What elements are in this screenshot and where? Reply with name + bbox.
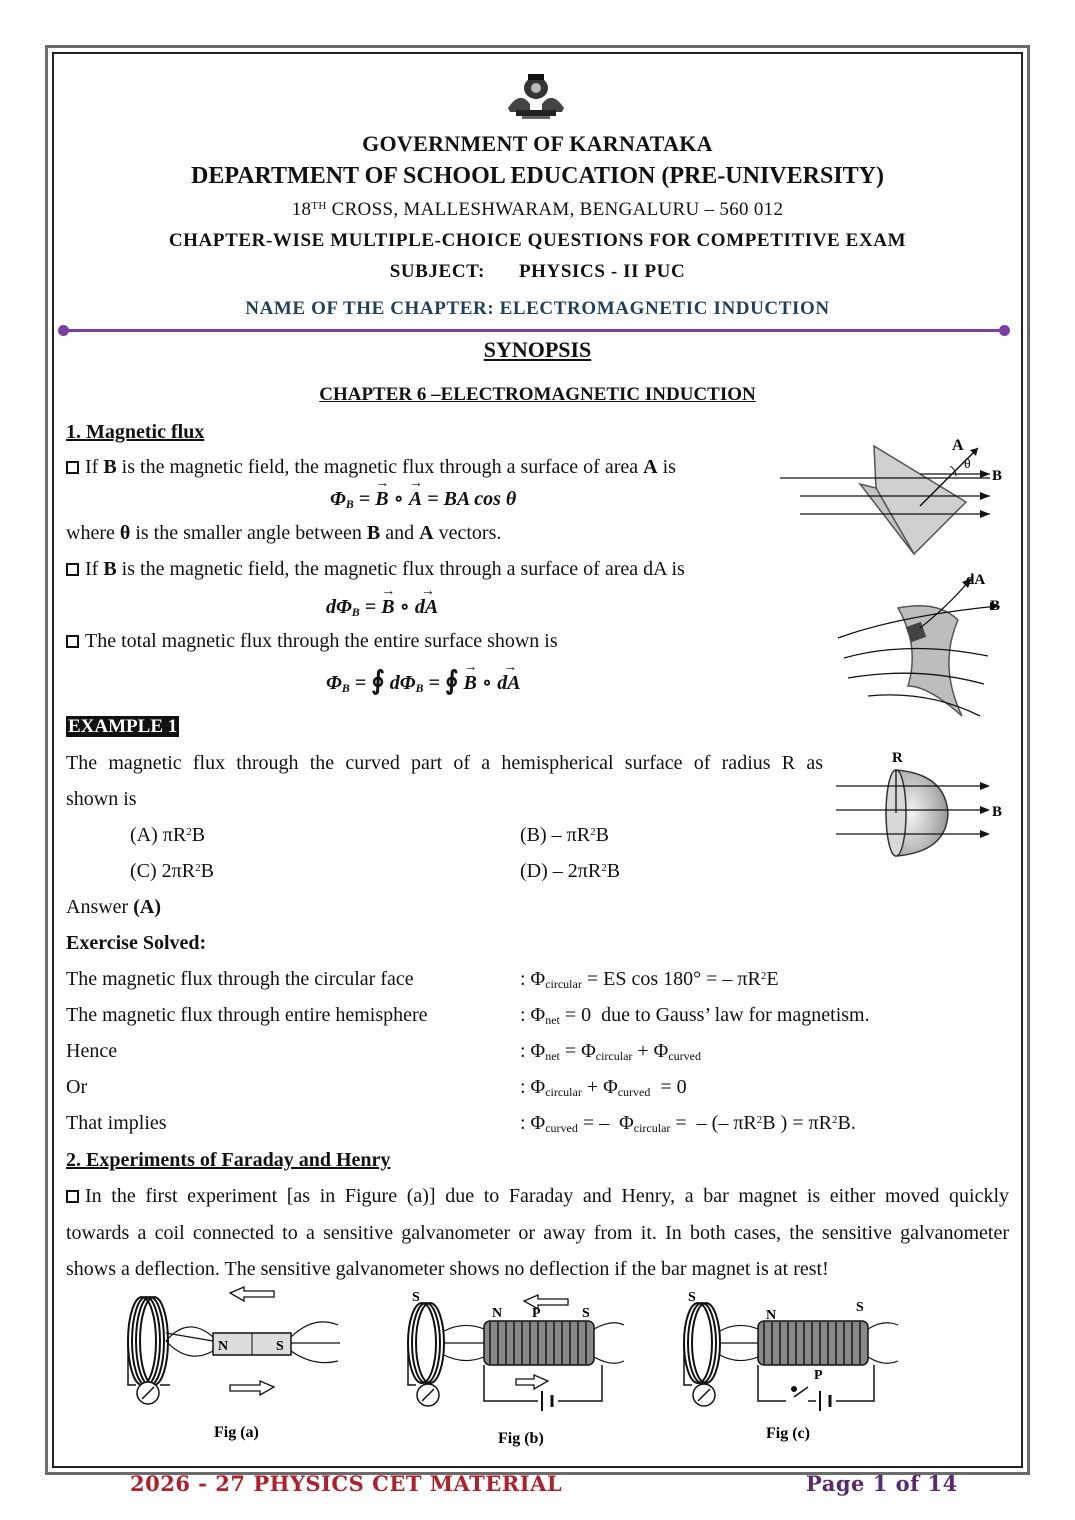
arrow-towards-icon (516, 1375, 548, 1389)
label-n: N (492, 1306, 503, 1321)
label-r: R (892, 750, 903, 766)
exercise-row-value: : $\Phi_{curved}$ = – $\Phi_{circular}$ = – (– $\pi R^2B$ ) = $\pi R^2B$. (520, 1112, 856, 1135)
karnataka-emblem-icon (500, 68, 572, 120)
section-faraday-heading: 2. Experiments of Faraday and Henry (66, 1149, 391, 1171)
label-a: A (952, 437, 964, 454)
flux-plane-diagram (780, 436, 1010, 561)
option-c: (C) $2\pi R^2B$ (130, 860, 214, 882)
fig-b-label: Fig (b) (498, 1430, 544, 1447)
header-government: GOVERNMENT OF KARNATAKA (362, 131, 713, 156)
header-address: 18TH CROSS, MALLESHWARAM, BENGALURU – 560 012 (291, 199, 784, 220)
equation-differential-flux: $d\Phi_B = B$ → ∘ dA → (326, 584, 439, 619)
exercise-row-value: : $\Phi_{circular}$ = ES cos 180° = – $\pi R^2E$ (520, 968, 779, 991)
curved-surface-diagram (838, 566, 1018, 726)
label-b: B (992, 804, 1003, 820)
label-b: B (992, 468, 1003, 484)
exercise-row-label: Or (66, 1076, 88, 1098)
synopsis-title: SYNOPSIS (483, 337, 592, 362)
exercise-row-label: The magnetic flux through the circular face (66, 968, 414, 990)
field-arrowhead-2 (980, 806, 990, 814)
figure-c (676, 1285, 906, 1450)
angle-note-text: where θ is the smaller angle between B and A vectors. (66, 522, 502, 544)
label-p: P (814, 1368, 823, 1383)
example-1-tag: EXAMPLE 1 (68, 716, 178, 737)
checkbox-bullet-icon (66, 563, 79, 576)
exercise-row-label: Hence (66, 1040, 118, 1062)
label-n: N (766, 1308, 777, 1323)
field-arrowhead-1 (980, 470, 990, 478)
divider-dot-right (999, 325, 1010, 336)
label-n: N (218, 1339, 229, 1354)
checkbox-bullet-icon (66, 461, 79, 474)
section-magnetic-flux-heading: 1. Magnetic flux (66, 421, 205, 443)
flux-definition-text: If B is the magnetic field, the magnetic flux through a surface of area A is (66, 456, 676, 479)
exercise-heading: Exercise Solved: (66, 932, 207, 954)
faraday-paragraph-line-1: In the first experiment [as in Figure (a)] due to Faraday and Henry, a bar magnet is either moved quickly (66, 1185, 1009, 1208)
label-s: S (582, 1306, 590, 1321)
field-arrowhead-3 (980, 830, 990, 838)
arrow-away-icon (524, 1295, 568, 1309)
footer-page-number: Page 1 of 14 (806, 1471, 958, 1496)
option-b: $(B) - \pi R^2B$ (520, 824, 609, 846)
label-p: P (532, 1306, 541, 1321)
field-arrowhead-2 (980, 492, 990, 500)
label-s: S (856, 1300, 864, 1315)
label-s: S (276, 1339, 284, 1354)
curved-surface (898, 606, 962, 716)
footer-title: 2026 - 27 PHYSICS CET MATERIAL (130, 1471, 563, 1496)
fig-c-label: Fig (c) (766, 1425, 810, 1442)
option-a: (A) $\pi R^2B$ (130, 824, 206, 846)
faraday-paragraph-line-2: towards a coil connected to a sensitive galvanometer or away from it. In both cases, the sensitive galvanometer (66, 1222, 1009, 1244)
label-b: B (990, 598, 1001, 614)
header-series: CHAPTER-WISE MULTIPLE-CHOICE QUESTIONS FOR COMPETITIVE EXAM (168, 230, 907, 251)
equation-flux: $\Phi_B = B$ → ∘ A → = BA cos θ (330, 476, 517, 511)
example-question-line-1: The magnetic flux through the curved part of a hemispherical surface of radius R as (66, 752, 823, 774)
chapter-name: NAME OF THE CHAPTER: ELECTROMAGNETIC INDUCTION (245, 298, 830, 319)
arrow-towards-icon (230, 1381, 274, 1395)
exercise-row-value: : $\Phi_{net} = \Phi_{circular} + \Phi_{curved}$ (520, 1040, 701, 1063)
header-divider (62, 329, 1005, 332)
figure-b (398, 1285, 658, 1450)
exercise-row-label: That implies (66, 1112, 167, 1134)
arrow-away-icon (230, 1287, 274, 1301)
chapter-heading: CHAPTER 6 –ELECTROMAGNETIC INDUCTION (319, 384, 756, 405)
faraday-paragraph-line-3: shows a deflection. The sensitive galvanometer shows no deflection if the bar magnet is at rest! (66, 1258, 829, 1280)
switch-key-icon (791, 1386, 797, 1392)
exercise-row-value: : $\Phi_{net} = 0$ due to Gauss’ law for magnetism. (520, 1004, 870, 1027)
label-theta: θ (964, 457, 971, 472)
label-s: S (688, 1290, 696, 1305)
field-arrowhead-1 (980, 782, 990, 790)
label-s: S (412, 1290, 420, 1305)
field-arrowhead-3 (980, 510, 990, 518)
fig-a-label: Fig (a) (214, 1424, 259, 1441)
hemisphere-diagram (836, 744, 1011, 859)
option-d: $(D) - 2\pi R^2B$ (520, 860, 621, 882)
tilted-surface (874, 446, 966, 554)
header-department: DEPARTMENT OF SCHOOL EDUCATION (PRE-UNIVERSITY) (191, 163, 884, 189)
equation-total-flux: $\Phi_B$ = ∮ $d\Phi_B$ = ∮ B → ∘ dA → (326, 660, 521, 695)
exercise-row-label: The magnetic flux through entire hemisphere (66, 1004, 428, 1026)
differential-flux-text: If B is the magnetic field, the magnetic flux through a surface of area dA is (66, 558, 685, 581)
field-curve-4 (868, 695, 980, 716)
example-question-line-2: shown is (66, 788, 137, 810)
exercise-row-value: : $\Phi_{circular} + \Phi_{curved} = 0$ (520, 1076, 687, 1099)
checkbox-bullet-icon (66, 635, 79, 648)
header-subject: SUBJECT: PHYSICS - II PUC (389, 261, 686, 282)
total-flux-text: The total magnetic flux through the entire surface shown is (66, 630, 558, 653)
figure-a (118, 1285, 348, 1445)
label-da: dA (966, 572, 986, 588)
answer: Answer (A) (66, 896, 161, 918)
checkbox-bullet-icon (66, 1190, 79, 1203)
